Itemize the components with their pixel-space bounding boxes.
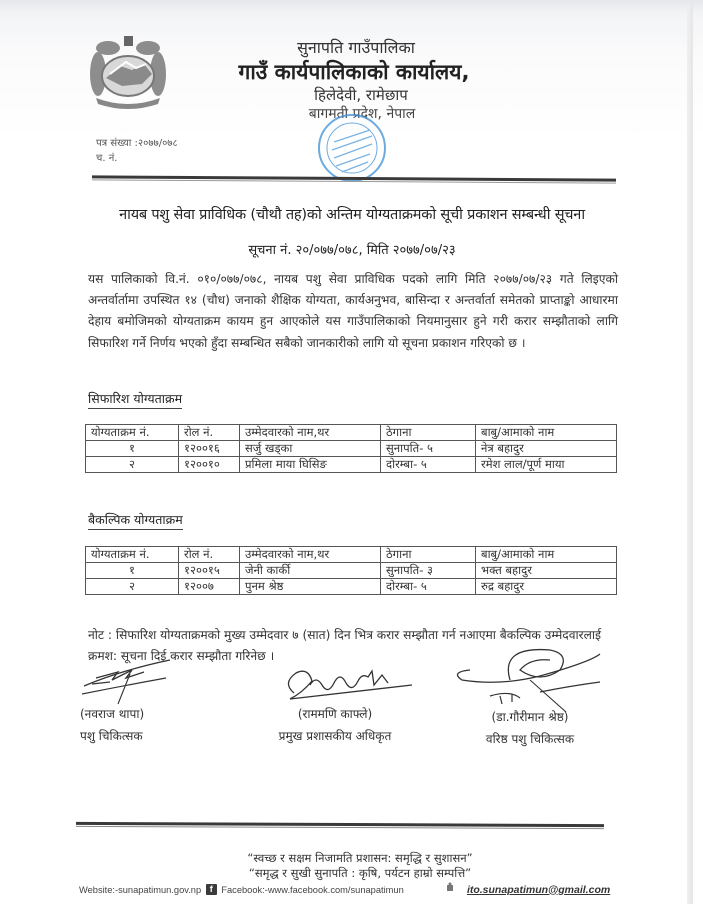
cell-address: दोरम्बा- ५: [381, 457, 476, 473]
signatory-name: (डा.गौरीमान श्रेष्ठ): [491, 710, 569, 724]
cell-rank: २: [86, 579, 179, 595]
slogan-prosperity: “समृद्ध र सुखी सुनापति : कृषि, पर्यटन हाम्रो सम्पत्ति”: [248, 866, 472, 880]
signatory-name: (नवराज थापा): [80, 707, 145, 721]
nepal-emblem-logo: [86, 34, 170, 110]
col-roll: रोल नं.: [179, 425, 240, 441]
col-address: ठेगाना: [381, 547, 476, 563]
col-parent: बाबु/आमाको नाम: [476, 547, 617, 563]
col-parent: बाबु/आमाको नाम: [476, 425, 617, 441]
website-link[interactable]: Website:-sunapatimun.gov.np: [79, 884, 202, 895]
cell-name: पुनम श्रेष्ठ: [240, 579, 381, 595]
col-name: उम्मेदवारको नाम,थर: [240, 547, 381, 563]
signatory-3: [450, 706, 610, 750]
office-location: हिलेदेवी, रामेछाप: [314, 86, 408, 104]
letter-number: पत्र संख्या :२०७७/०७८: [96, 138, 178, 149]
recommended-table: [85, 424, 617, 473]
municipality-name: सुनापति गाउँपालिका: [297, 38, 415, 57]
cell-rank: १: [86, 563, 179, 579]
table-row: [86, 563, 617, 579]
email-icon: [446, 882, 454, 892]
facebook-icon: f: [206, 884, 217, 895]
office-province: बागमती प्रदेश, नेपाल: [308, 106, 416, 122]
facebook-link[interactable]: Facebook:-www.facebook.com/sunapatimun: [221, 884, 404, 895]
table-row: [86, 457, 617, 473]
col-rank: योग्यताक्रम नं.: [86, 425, 179, 441]
col-name: उम्मेदवारको नाम,थर: [240, 425, 381, 441]
notice-body: यस पालिकाको वि.नं. ०१०/०७७/०७८, नायब पशु सेवा प्राविधिक पदको लागि मिति २०७७/०७/२३ गते लिइएको अन्तर्वार्तामा उपस्थित १४ (चौध) जनाको शैक्षिक योग्यता, कार्यअनुभव, बासिन्दा र अन्तर्वार्ता समेतको प्राप्ताङ्को आधारमा देहाय बमोजिमको योग्यताक्रम कायम हुन आएकोले यस गाउँपालिकाको नियमानुसार हुने गरी करार सम्झौताको लागि सिफारिश गर्ने निर्णय भएको हुँदा सम्बन्धित सबैको जानकारीको लागि यो सूचना प्रकाशन गरिएको छ ।: [88, 272, 618, 350]
cell-roll: १२००१५: [179, 563, 240, 579]
cell-rank: १: [86, 441, 179, 457]
cell-roll: १२००१६: [179, 441, 240, 457]
table-row: [86, 579, 617, 595]
slogan-governance: “स्वच्छ र सक्षम निजामति प्रशासन: समृद्धि र सुशासन”: [247, 851, 473, 865]
signatory-designation: वरिष्ठ पशु चिकित्सक: [485, 732, 575, 746]
col-roll: रोल नं.: [179, 547, 240, 563]
office-name: गाउँ कार्यपालिकाको कार्यालय,: [238, 60, 470, 84]
signature-2: [282, 663, 422, 705]
table-row: [86, 441, 617, 457]
cell-parent: नेत्र बहादुर: [476, 441, 617, 457]
cell-parent: भक्त बहादुर: [476, 563, 617, 579]
signature-1: [82, 656, 174, 706]
letterhead: [200, 38, 500, 123]
cell-rank: २: [86, 457, 179, 473]
cell-address: सुनापति- ३: [381, 563, 476, 579]
dispatch-number: च. नं.: [96, 153, 118, 164]
signatory-2: [250, 703, 420, 747]
cell-parent: रमेश लाल/पूर्ण माया: [476, 457, 617, 473]
table-header-row: [86, 547, 617, 563]
signature-3: [440, 640, 610, 712]
recommended-heading: सिफारिश योग्यताक्रम: [88, 390, 182, 409]
signatory-1: [80, 703, 190, 747]
cell-roll: १२००७: [179, 579, 240, 595]
cell-address: दोरम्बा- ५: [381, 579, 476, 595]
reference-block: [96, 136, 178, 166]
cell-parent: रुद्र बहादुर: [476, 579, 617, 595]
cell-name: सर्जु खड्का: [240, 441, 381, 457]
table-header-row: [86, 425, 617, 441]
col-address: ठेगाना: [381, 425, 476, 441]
page-edge-shadow: [687, 4, 693, 904]
notice-title: नायब पशु सेवा प्राविधिक (चौथौ तह)को अन्तिम योग्यताक्रमको सूची प्रकाशन सम्बन्धी सूचना: [119, 207, 585, 223]
signatory-designation: प्रमुख प्रशासकीय अधिकृत: [278, 729, 392, 743]
signatory-name: (राममणि काफ्ले): [297, 707, 373, 721]
official-stamp: [316, 112, 388, 184]
email-link[interactable]: ito.sunapatimun@gmail.com: [466, 883, 611, 896]
cell-roll: १२००१०: [179, 457, 240, 473]
contact-footer: [79, 882, 639, 896]
cell-address: सुनापति- ५: [381, 441, 476, 457]
alternative-heading: बैकल्पिक योग्यताक्रम: [88, 511, 183, 530]
signatory-designation: पशु चिकित्सक: [80, 729, 143, 743]
cell-name: प्रमिला माया घिसिङ: [240, 457, 381, 473]
notice-number-date: सूचना नं. २०/०७७/०७८, मिति २०७७/०७/२३: [248, 243, 456, 258]
alternative-table: [85, 546, 617, 595]
cell-name: जेनी कार्की: [240, 563, 381, 579]
note-text: नोट : सिफारिश योग्यताक्रमको मुख्य उम्मेदवार ७ (सात) दिन भित्र करार सम्झौता गर्न नआएमा बैकल्पिक उम्मेदवारलाई क्रमश: सूचना दिई करार सम्झौता गरिनेछ ।: [88, 628, 602, 663]
col-rank: योग्यताक्रम नं.: [86, 547, 179, 563]
